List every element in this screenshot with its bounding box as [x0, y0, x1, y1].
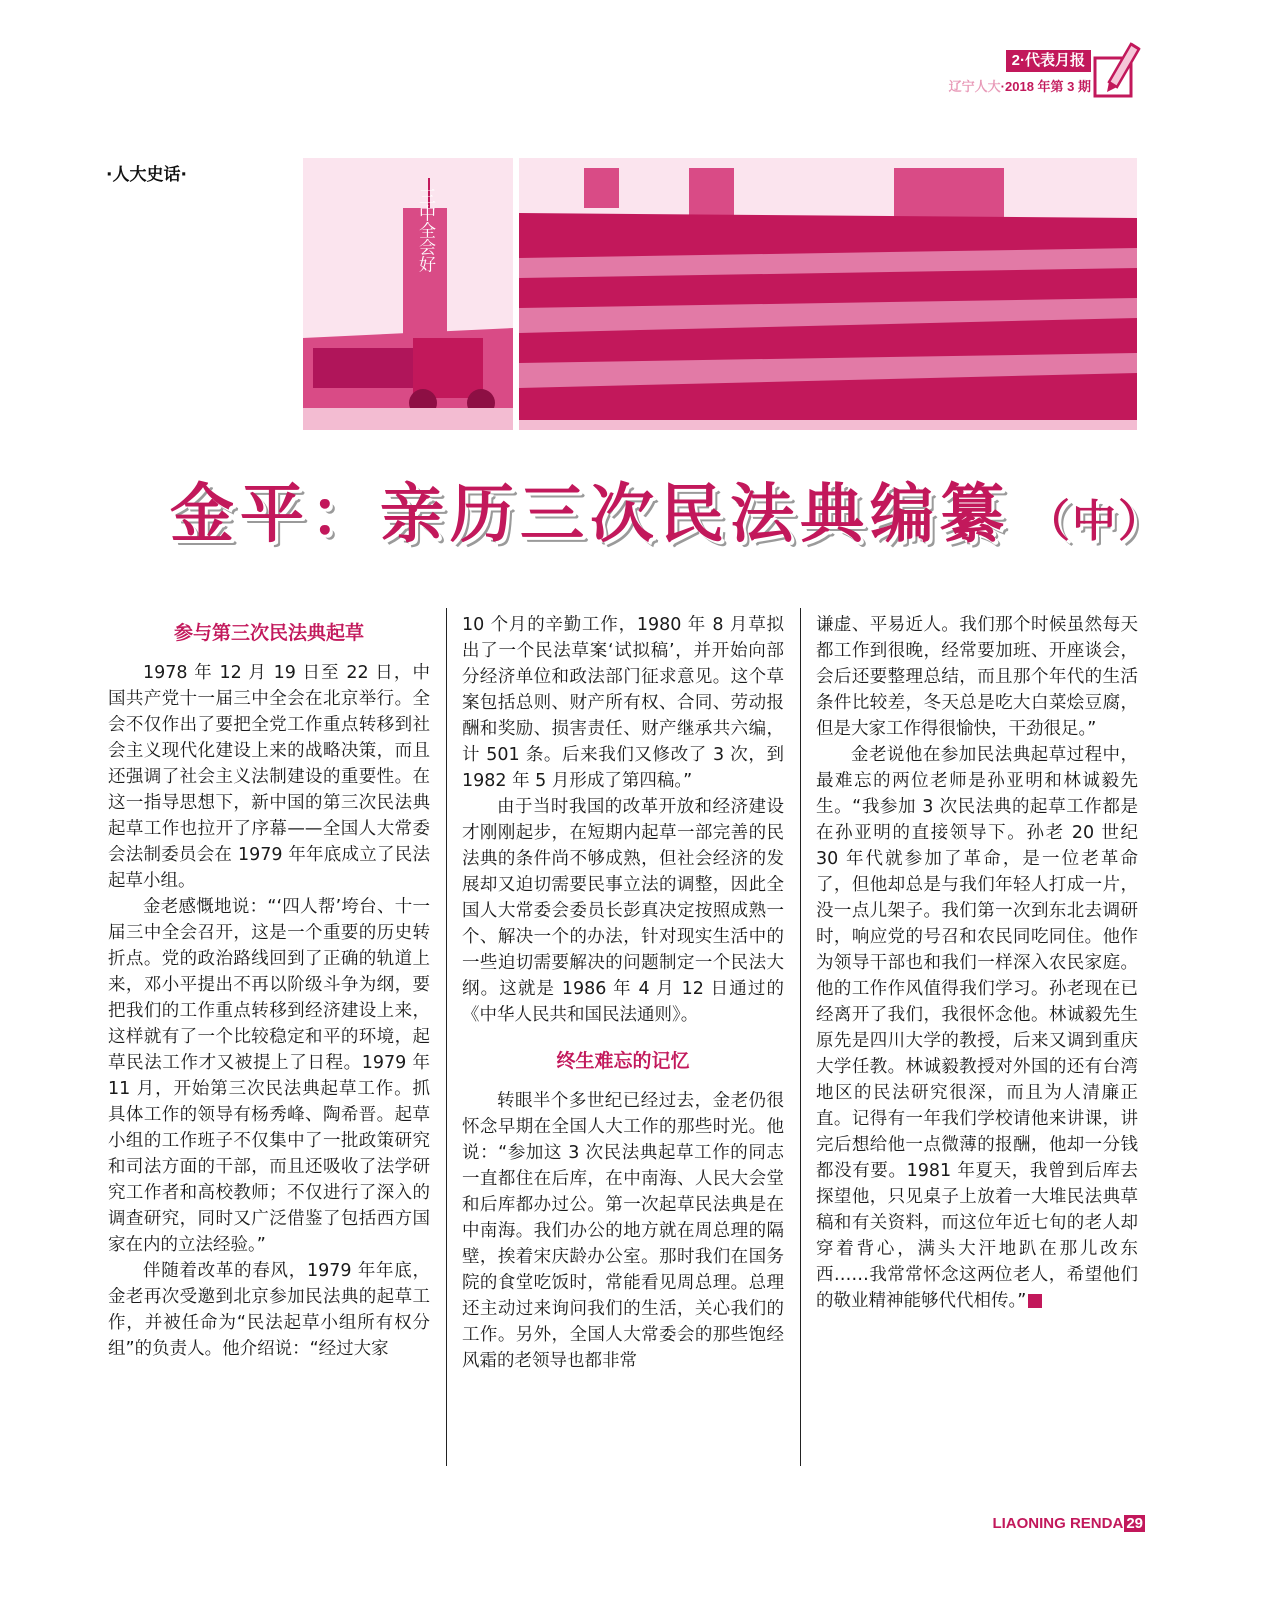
column-divider [446, 608, 447, 1466]
banner-text: 三中全会好 [415, 187, 435, 273]
section-heading: 终生难忘的记忆 [556, 1050, 690, 1072]
issue-tag: 2·代表月报 [1006, 50, 1091, 72]
page-header [883, 48, 1143, 128]
tractor-parade-photo [303, 158, 513, 430]
paragraph: 金老感慨地说：“‘四人帮’垮台、十一届三中全会召开，这是一个重要的历史转折点。党的政治路线回到了正确的轨道上来，邓小平提出不再以阶级斗争为纲，要把我们的工作重点转移到经济建设上来，这样就有了一个比较稳定和平的环境，起草民法工作才又被提上了日程。1979 年 11 月，开始第三次民法典起草工作。抓具体工作的领导有杨秀峰、陶希晋。起草小组的工作班子不仅集中了一批政策研究和司法方面的干部，而且还吸收了法学研究工作者和高校教师；不仅进行了深入的调查研究，同时又广泛借鉴了包括西方国家在内的立法经验。” [108, 897, 430, 1255]
article-column-2 [462, 612, 784, 1374]
paragraph: 谦虚、平易近人。我们那个时候虽然每天都工作到很晚，经常要加班、开座谈会，会后还要整理总结，而且那个年代的生活条件比较差，冬天总是吃大白菜烩豆腐，但是大家工作得很愉快，干劲很足。” [816, 615, 1138, 739]
article-title-main: 金平：亲历三次民法典编纂 [170, 477, 1010, 552]
column-divider [800, 608, 801, 1466]
section-heading: 参与第三次民法典起草 [173, 622, 364, 644]
column-tag: ·人大史话· [106, 165, 187, 185]
publication-line [949, 76, 1091, 95]
page-number: 29 [1126, 1515, 1143, 1532]
meeting-hall-photo [519, 158, 1137, 430]
paragraph-text: 金老说他在参加民法典起草过程中，最难忘的两位老师是孙亚明和林诚毅先生。“我参加 3 次民法典的起草工作都是在孙亚明的直接领导下。孙老 20 世纪 30 年代就参加了革命，是一位老革命了，但他却总是与我们年轻人打成一片，没一点儿架子。我们第一次到东北去调研时，响应党的号召和农民同吃同住。他作为领导干部也和我们一样深入农民家庭。他的工作作风值得我们学习。孙老现在已经离开了我们，我很怀念他。林诚毅先生原先是四川大学的教授，后来又调到重庆大学任教。林诚毅教授对外国的还有台湾地区的民法研究很深，而且为人清廉正直。记得有一年我们学校请他来讲课，讲完后想给他一点微薄的报酬，他却一分钱都没有要。1981 年夏天，我曾到后库去探望他，只见桌子上放着一大堆民法典草稿和有关资料，而这位年近七旬的老人却穿着背心，满头大汗地趴在那儿改东西……我常常怀念这两位老人，希望他们的敬业精神能够代代相传。” [816, 745, 1138, 1311]
paragraph: 1978 年 12 月 19 日至 22 日，中国共产党十一届三中全会在北京举行。全会不仅作出了要把全党工作重点转移到社会主义现代化建设上来的战略决策，而且还强调了社会主义法制建设的重要性。在这一指导思想下，新中国的第三次民法典起草工作也拉开了序幕——全国人大常委会法制委员会在 1979 年年底成立了民法起草小组。 [108, 663, 430, 891]
publication-date: ·2018 年第 3 期 [1000, 79, 1091, 94]
paragraph [816, 742, 1138, 1314]
article-title [170, 465, 1164, 565]
paragraph: 转眼半个多世纪已经过去，金老仍很怀念早期在全国人大工作的那些时光。他说：“参加这 3 次民法典起草工作的同志一直都住在后库，在中南海、人民大会堂和后库都办过公。第一次起草民法典是在中南海。我们办公的地方就在周总理的隔壁，挨着宋庆龄办公室。那时我们在国务院的食堂吃饭时，常能看见周总理。总理还主动过来询问我们的生活，关心我们的工作。另外，全国人大常委会的那些饱经风霜的老领导也都非常 [462, 1091, 784, 1371]
article-column-1 [108, 612, 430, 1362]
article-title-suffix: （中） [1026, 496, 1164, 547]
paragraph: 10 个月的辛勤工作，1980 年 8 月草拟出了一个民法草案‘试拟稿’，并开始向部分经济单位和政法部门征求意见。这个草案包括总则、财产所有权、合同、劳动报酬和奖励、损害责任、财产继承共六编，计 501 条。后来我们又修改了 3 次，到 1982 年 5 月形成了第四稿。” [462, 615, 784, 791]
publication-name: 辽宁人大 [948, 79, 1001, 94]
article-column-3 [816, 612, 1138, 1314]
magazine-name: LIAONING RENDA [992, 1515, 1124, 1532]
page-footer [992, 1515, 1145, 1532]
pencil-icon [1091, 36, 1143, 100]
end-mark-icon [1028, 1294, 1042, 1308]
paragraph: 伴随着改革的春风，1979 年年底，金老再次受邀到北京参加民法典的起草工作，并被任命为“民法起草小组所有权分组”的负责人。他介绍说：“经过大家 [108, 1261, 430, 1359]
paragraph: 由于当时我国的改革开放和经济建设才刚刚起步，在短期内起草一部完善的民法典的条件尚不够成熟，但社会经济的发展却又迫切需要民事立法的调整，因此全国人大常委会委员长彭真决定按照成熟一个、解决一个的办法，针对现实生活中的一些迫切需要解决的问题制定一个民法大纲。这就是 1986 年 4 月 12 日通过的《中华人民共和国民法通则》。 [462, 797, 784, 1025]
